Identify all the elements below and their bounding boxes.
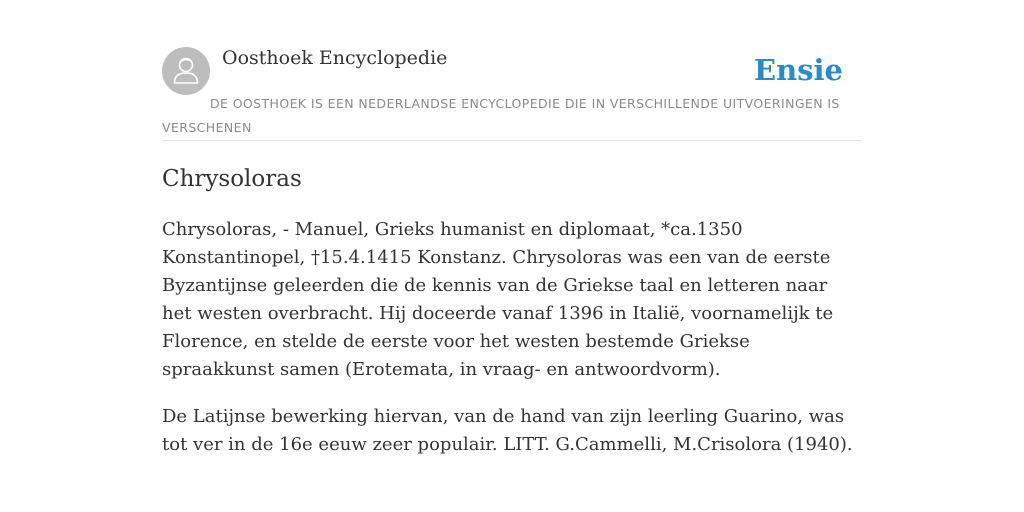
source-description: DE OOSTHOEK IS EEN NEDERLANDSE ENCYCLOPEDIE DIE IN VERSCHILLENDE UITVOERINGEN IS VERSCHENEN [162, 96, 840, 135]
brand-logo[interactable]: Ensie [754, 53, 843, 87]
page-title: Chrysoloras [162, 166, 302, 192]
source-name[interactable]: Oosthoek Encyclopedie [222, 47, 448, 69]
user-icon [162, 47, 210, 95]
article-paragraph: Chrysoloras, - Manuel, Grieks humanist en diplomaat, *ca.1350 Konstantinopel, †15.4.1415 Konstanz. Chrysoloras was een van de eerste Byzantijnse geleerden die de kennis van de Griekse taal en letteren naar het westen overbracht. Hij doceerde vanaf 1396 in Italië, voornamelijk te Florence, en stelde de eerste voor het westen bestemde Griekse spraakkunst samen (Erotemata, in vraag- en antwoordvorm). [162, 219, 834, 380]
article-body [162, 216, 862, 478]
article-paragraph: De Latijnse bewerking hiervan, van de hand van zijn leerling Guarino, was tot ver in de 16e eeuw zeer populair. LITT. G.Cammelli, M.Crisolora (1940). [162, 406, 853, 455]
header [162, 46, 862, 141]
avatar[interactable] [162, 47, 210, 95]
